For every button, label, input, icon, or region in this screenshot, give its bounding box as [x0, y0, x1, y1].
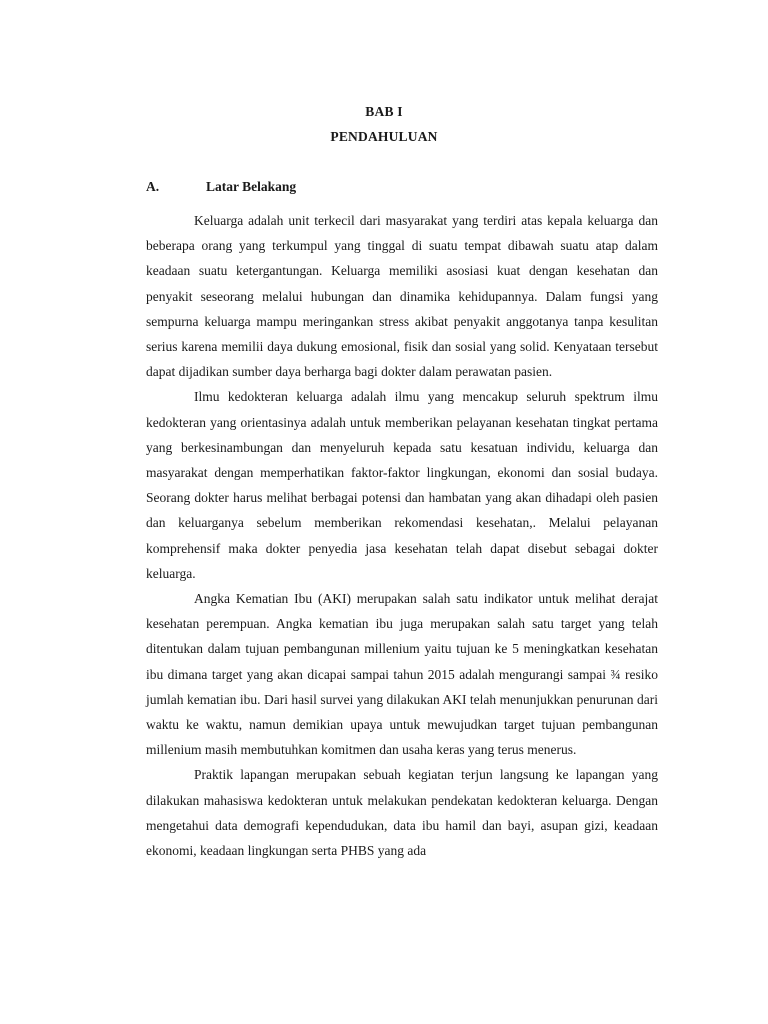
section-title: Latar Belakang — [206, 179, 297, 194]
chapter-label: BAB I — [365, 104, 403, 119]
paragraph: Keluarga adalah unit terkecil dari masyarakat yang terdiri atas kepala keluarga dan beberapa orang yang terkumpul yang tinggal di suatu tempat dibawah suatu atap dalam keadaan suatu ketergantungan. Keluarga memiliki asosiasi kuat dengan kesehatan dan penyakit seseorang melalui hubungan dan dinamika kehidupannya. Dalam fungsi yang sempurna keluarga mampu meringankan stress akibat penyakit anggotanya tanpa kesulitan serius karena memilii daya dukung emosional, fisik dan sosial yang solid. Kenyataan tersebut dapat dijadikan sumber daya berharga bagi dokter dalam perawatan pasien. — [146, 213, 658, 380]
section-number: A. — [146, 179, 160, 194]
section-heading — [146, 179, 296, 195]
paragraph: Ilmu kedokteran keluarga adalah ilmu yang mencakup seluruh spektrum ilmu kedokteran yang orientasinya adalah untuk memberikan pelayanan kesehatan tingkat pertama yang berkesinambungan dan menyeluruh kepada satu kesatuan individu, keluarga dan masyarakat dengan memperhatikan faktor-faktor lingkungan, ekonomi dan sosial budaya. Seorang dokter harus melihat berbagai potensi dan hambatan yang akan dihadapi oleh pasien dan keluarganya sebelum memberikan rekomendasi kesehatan,. Melalui pelayanan komprehensif maka dokter penyedia jasa kesehatan telah dapat disebut sebagai dokter keluarga. — [146, 389, 658, 581]
chapter-title: PENDAHULUAN — [330, 129, 438, 144]
body-text — [146, 208, 658, 863]
paragraph: Praktik lapangan merupakan sebuah kegiatan terjun langsung ke lapangan yang dilakukan mahasiswa kedokteran untuk melakukan pendekatan kedokteran keluarga. Dengan mengetahui data demografi kependudukan, data ibu hamil dan bayi, asupan gizi, keadaan ekonomi, keadaan lingkungan serta PHBS yang ada — [146, 767, 658, 859]
paragraph: Angka Kematian Ibu (AKI) merupakan salah satu indikator untuk melihat derajat kesehatan perempuan. Angka kematian ibu juga merupakan salah satu target yang telah ditentukan dalam tujuan pembangunan millenium yaitu tujuan ke 5 meningkatkan kesehatan ibu dimana target yang akan dicapai sampai tahun 2015 adalah mengurangi sampai ¾ resiko jumlah kematian ibu. Dari hasil survei yang dilakukan AKI telah menunjukkan penurunan dari waktu ke waktu, namun demikian upaya untuk mewujudkan target tujuan pembangunan millenium masih membutuhkan komitmen dan usaha keras yang terus menerus. — [146, 591, 658, 758]
